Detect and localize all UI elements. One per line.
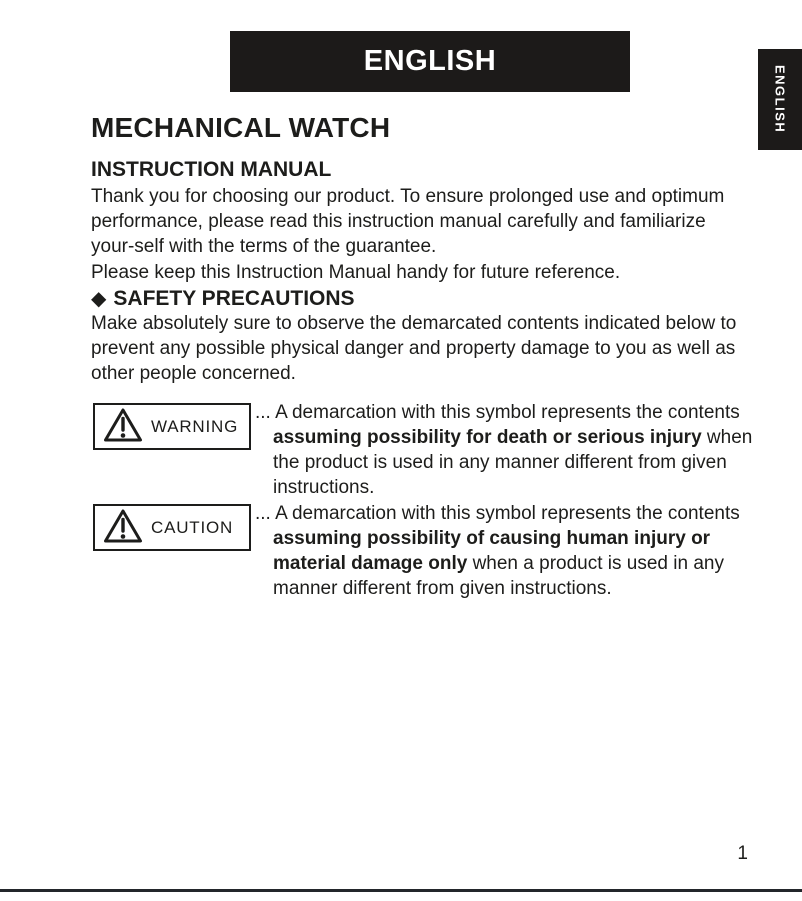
language-banner-label: ENGLISH	[363, 45, 497, 77]
warning-text-emphasis: assuming possibility for death or serious injury	[273, 427, 702, 448]
warning-box	[93, 403, 251, 450]
caution-ellipsis: ...	[255, 503, 271, 524]
section-heading-safety-precautions	[91, 286, 355, 311]
caution-description	[255, 501, 775, 601]
language-banner	[230, 31, 630, 92]
warning-text-lead: A demarcation with this symbol represents the contents	[270, 402, 740, 423]
warning-ellipsis: ...	[255, 402, 271, 423]
warning-triangle-icon	[103, 407, 143, 448]
safety-intro-paragraph: Make absolutely sure to observe the demarcated contents indicated below to prevent any possible physical danger and property damage to you as well as other people concerned.	[91, 313, 737, 384]
section-heading-instruction-manual: INSTRUCTION MANUAL	[91, 158, 332, 181]
caution-text-lead: A demarcation with this symbol represents the contents	[270, 503, 740, 524]
caution-box	[93, 504, 251, 551]
caution-text-emphasis: assuming possibility of causing human injury or material damage only	[273, 528, 711, 574]
language-side-tab-label: ENGLISH	[772, 65, 788, 134]
caution-label: CAUTION	[151, 517, 234, 537]
caution-triangle-icon	[103, 508, 143, 549]
keep-note-paragraph: Please keep this Instruction Manual handy for future reference.	[91, 262, 621, 283]
warning-text-rest: when the product is used in any manner different from given instructions.	[273, 427, 753, 498]
warning-description	[255, 400, 775, 500]
diamond-bullet-icon: ◆	[91, 288, 107, 310]
warning-label: WARNING	[151, 416, 239, 436]
page-number: 1	[737, 843, 748, 864]
intro-paragraph: Thank you for choosing our product. To ensure prolonged use and optimum performance, please read this instruction manual carefully and familiarize your-self with the terms of the guarantee.	[91, 186, 725, 257]
caution-text-rest: when a product is used in any manner different from given instructions.	[273, 553, 724, 599]
bottom-rule-divider	[0, 889, 802, 892]
safety-heading-label: SAFETY PRECAUTIONS	[113, 287, 355, 310]
page-title: MECHANICAL WATCH	[91, 112, 391, 143]
language-side-tab[interactable]	[758, 49, 802, 150]
